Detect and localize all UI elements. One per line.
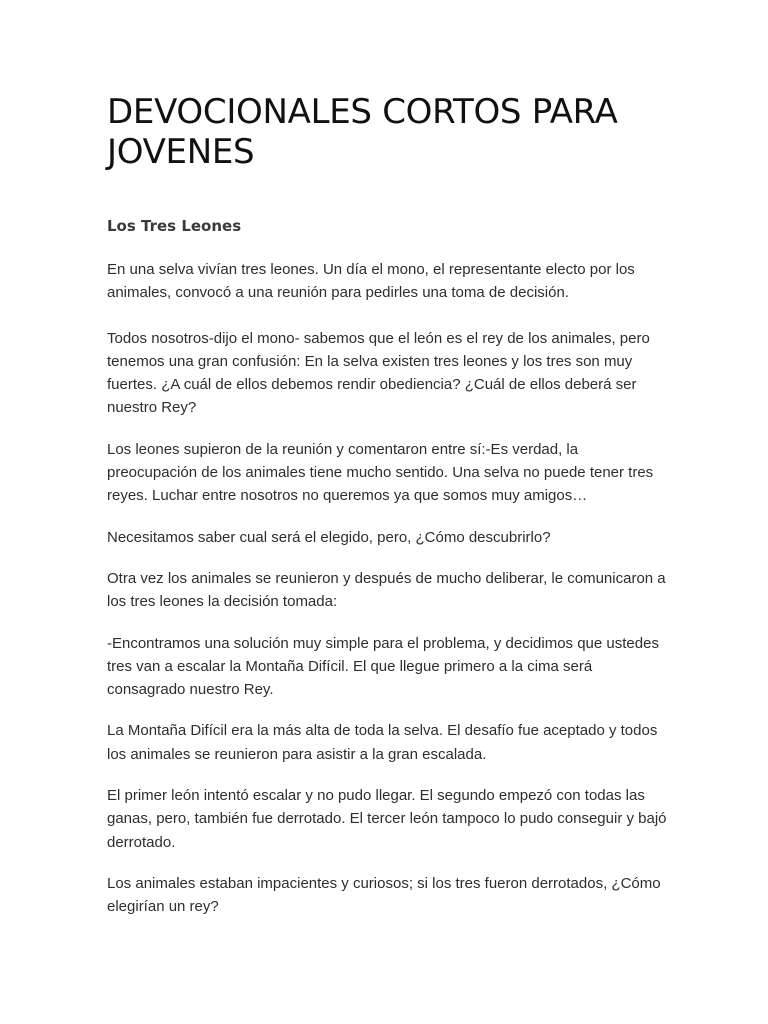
document-page: [107, 92, 667, 916]
paragraph-1: En una selva vivían tres leones. Un día el mono, el representante electo por los animales, convocó a una reunión para pedirles una toma de decisión.: [107, 261, 635, 302]
paragraph-9: Los animales estaban impacientes y curiosos; si los tres fueron derrotados, ¿Cómo elegirían un rey?: [107, 874, 661, 916]
paragraph-8: El primer león intentó escalar y no pudo llegar. El segundo empezó con todas las ganas, pero, también fue derrotado. El tercer león tampoco lo pudo conseguir y bajó derrotado.: [107, 787, 667, 851]
paragraph-5: Otra vez los animales se reunieron y después de mucho deliberar, le comunicaron a los tres leones la decisión tomada:: [107, 569, 666, 611]
paragraph-7: La Montaña Difícil era la más alta de toda la selva. El desafío fue aceptado y todos los animales se reunieron para asistir a la gran escalada.: [107, 722, 658, 763]
story-title: Los Tres Leones: [107, 217, 242, 235]
paragraph-4: Necesitamos saber cual será el elegido, pero, ¿Cómo descubrirlo?: [107, 528, 551, 546]
story-body: [107, 258, 667, 937]
paragraph-3: Los leones supieron de la reunión y comentaron entre sí:-Es verdad, la preocupación de los animales tiene mucho sentido. Una selva no puede tener tres reyes. Luchar entre nosotros no queremos ya que somos muy amigos…: [107, 440, 654, 505]
document-title: DEVOCIONALES CORTOS PARA JOVENES: [107, 92, 618, 172]
paragraph-2: Todos nosotros-dijo el mono- sabemos que el león es el rey de los animales, pero tenemos una gran confusión: En la selva existen tres leones y los tres son muy fuertes. ¿A cuál de ellos debemos rendir obediencia? ¿Cuál de ellos deberá ser nuestro Rey?: [107, 329, 650, 417]
paragraph-6: -Encontramos una solución muy simple para el problema, y decidimos que ustedes tres van a escalar la Montaña Difícil. El que llegue primero a la cima será consagrado nuestro Rey.: [107, 634, 659, 699]
